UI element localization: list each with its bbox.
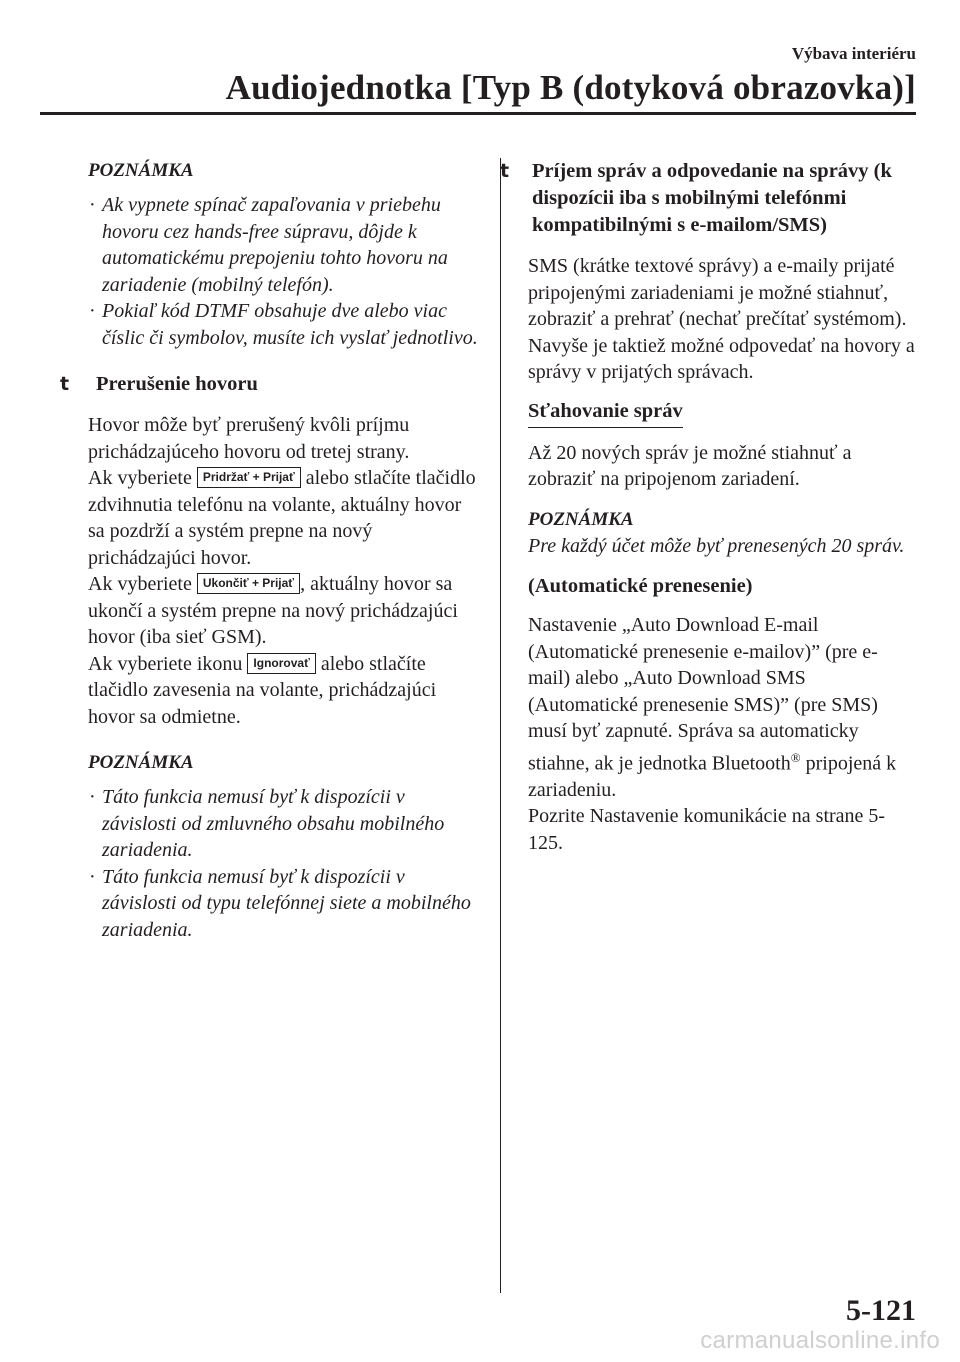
note-text: Pre každý účet môže byť prenesených 20 správ. — [528, 534, 905, 557]
note-item: · Táto funkcia nemusí byť k dispozícii v závislosti od zmluvného obsahu mobilného zariadenia. — [89, 786, 445, 861]
note-item: · Ak vypnete spínač zapaľovania v priebehu hovoru cez hands-free súpravu, dôjde k automatickému prepojeniu tohto hovoru na zariadenie (mobilný telefón). — [89, 194, 448, 296]
note-list — [88, 784, 478, 943]
note-item: · Pokiaľ kód DTMF obsahuje dve alebo viac číslic či symbolov, musíte ich vyslať jednotlivo. — [89, 300, 478, 349]
paragraph: Hovor môže byť prerušený kvôli príjmu prichádzajúceho hovoru od tretej strany. — [88, 414, 410, 463]
section-header: Výbava interiéru — [791, 44, 916, 63]
note-item: · Táto funkcia nemusí byť k dispozícii v závislosti od typu telefónnej siete a mobilného zariadenia. — [89, 865, 471, 941]
note-list — [88, 192, 478, 351]
bullet-icon: · — [89, 194, 96, 216]
watermark: carmanualsonline.info — [700, 1327, 940, 1354]
paragraph: Navyše je taktiež možné odpovedať na hovory a správy v prijatých správach. — [528, 334, 915, 383]
paragraph: SMS (krátke textové správy) a e-maily prijaté pripojenými zariadeniami je možné stiahnuť, zobraziť a prehrať (nechať prečítať systémom). — [528, 255, 907, 330]
header-rule — [40, 112, 916, 115]
paragraph: Ak vyberiete ikonu Ignorovať alebo stlačíte tlačidlo zavesenia na volante, prichádzajúci hovor sa odmietne. — [88, 652, 437, 728]
end-answer-button-icon: Ukončiť + Prijať — [197, 573, 300, 594]
note-heading: POZNÁMKA — [88, 752, 194, 773]
section-heading: t Prerušenie hovoru — [60, 371, 478, 398]
paragraph: Nastavenie „Auto Download E-mail (Automatické prenesenie e-mailov)” (pre e-mail) alebo „Auto Download SMS (Automatické prenesenie SMS)” (pre SMS) musí byť zapnuté. Správa sa automaticky stiahne, ak je jednotka Bluetooth® pripojená k zariadeniu. — [528, 614, 897, 801]
paragraph: Ak vyberiete Ukončiť + Prijať , aktuálny hovor sa ukončí a systém prepne na nový prichádzajúci hovor (iba sieť GSM). — [88, 573, 458, 648]
note-heading: POZNÁMKA — [528, 508, 634, 530]
bullet-icon: · — [89, 786, 96, 808]
paragraph: Až 20 nových správ je možné stiahnuť a zobraziť na pripojenom zariadení. — [528, 441, 852, 490]
paragraph: Pozrite Nastavenie komunikácie na strane 5-125. — [528, 805, 886, 854]
section-marker-icon: t — [60, 373, 70, 395]
note-heading: POZNÁMKA — [88, 160, 194, 181]
subheading: Sťahovanie správ — [528, 398, 683, 428]
section-heading: t Príjem správ a odpovedanie na správy (k dispozícii iba s mobilnými telefónmi kompatibilnými s e-mailom/SMS) — [500, 160, 892, 236]
hold-answer-button-icon: Pridržať + Prijať — [197, 467, 301, 488]
bullet-icon: · — [89, 865, 96, 888]
paragraph: Ak vyberiete Pridržať + Prijať alebo stlačíte tlačidlo zdvihnutia telefónu na volante, aktuálny hovor sa pozdrží a systém prepne na nový prichádzajúci hovor. — [88, 467, 476, 569]
ignore-button-icon: Ignorovať — [247, 653, 315, 674]
right-column — [500, 158, 918, 856]
left-column — [60, 158, 478, 943]
section-marker-icon: t — [500, 160, 510, 182]
bullet-icon: · — [89, 300, 96, 322]
column-divider — [500, 158, 501, 1293]
page-title: Audiojednotka [Typ B (dotyková obrazovka)] — [225, 68, 916, 107]
page-number: 5-121 — [846, 1294, 916, 1327]
paren-heading: (Automatické prenesenie) — [528, 575, 753, 597]
subheading-wrap — [528, 398, 918, 428]
